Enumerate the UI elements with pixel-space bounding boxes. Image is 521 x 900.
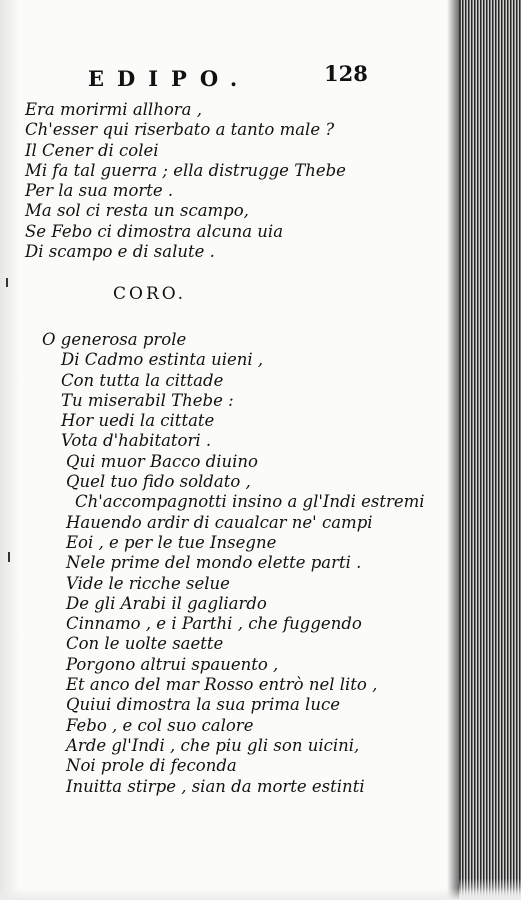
verse-line: Con le uolte saette: [66, 634, 224, 654]
margin-speck: [6, 278, 8, 287]
speech-coro: [42, 330, 425, 797]
verse-line: Tu miserabil Thebe :: [61, 390, 234, 410]
verse-line: Di scampo e di salute .: [25, 242, 215, 262]
running-title: EDIPO.: [88, 66, 251, 91]
verse-line: Nele prime del mondo elette parti .: [66, 553, 362, 573]
verse-line: Hauendo ardir di caualcar ne' campi: [66, 512, 373, 532]
speech-edipo: [25, 100, 346, 262]
verse-line: Arde gl'Indi , che piu gli son uicini,: [66, 735, 360, 755]
verse-line: Quiui dimostra la sua prima luce: [66, 695, 340, 715]
verse-line: Ch'esser qui riserbato a tanto male ?: [25, 120, 335, 140]
verse-line: Di Cadmo estinta uieni ,: [61, 350, 264, 370]
verse-line: De gli Arabi il gagliardo: [66, 593, 267, 613]
verse-line: Con tutta la cittade: [61, 370, 224, 390]
chorus-heading: CORO.: [113, 284, 187, 304]
verse-line: Noi prole di feconda: [66, 756, 237, 776]
verse-line: Era morirmi allhora ,: [25, 100, 202, 119]
verse-line: Eoi , e per le tue Insegne: [66, 532, 277, 552]
page-number: 128: [324, 61, 368, 86]
page-block-edge: [459, 0, 521, 900]
verse-line: Et anco del mar Rosso entrò nel lito ,: [66, 675, 378, 695]
verse-line: Vide le ricche selue: [66, 573, 230, 593]
verse-line: Cinnamo , e i Parthi , che fuggendo: [66, 614, 362, 634]
verse-line: Se Febo ci dimostra alcuna uia: [25, 221, 284, 241]
gutter-shadow: [0, 0, 20, 900]
verse-line: Inuitta stirpe , sian da morte estinti: [66, 776, 365, 796]
verse-line: Vota d'habitatori .: [61, 431, 212, 451]
verse-line: Qui muor Bacco diuino: [66, 451, 258, 471]
verse-line: Hor uedi la cittate: [61, 411, 215, 431]
verse-line: Ch'accompagnotti insino a gl'Indi estremi: [75, 492, 425, 512]
verse-line: Mi fa tal guerra ; ella distrugge Thebe: [25, 160, 346, 180]
verse-line: Per la sua morte .: [25, 181, 174, 201]
verse-line: Febo , e col suo calore: [66, 715, 254, 735]
verse-line: Ma sol ci resta un scampo,: [25, 201, 249, 221]
verse-line: O generosa prole: [42, 330, 187, 349]
verse-line: Quel tuo fido soldato ,: [66, 472, 251, 492]
verse-line: Il Cener di colei: [25, 140, 159, 160]
bottom-margin-shadow: [0, 888, 521, 900]
verse-line: Porgono altrui spauento ,: [66, 654, 279, 674]
margin-speck: [8, 552, 10, 562]
